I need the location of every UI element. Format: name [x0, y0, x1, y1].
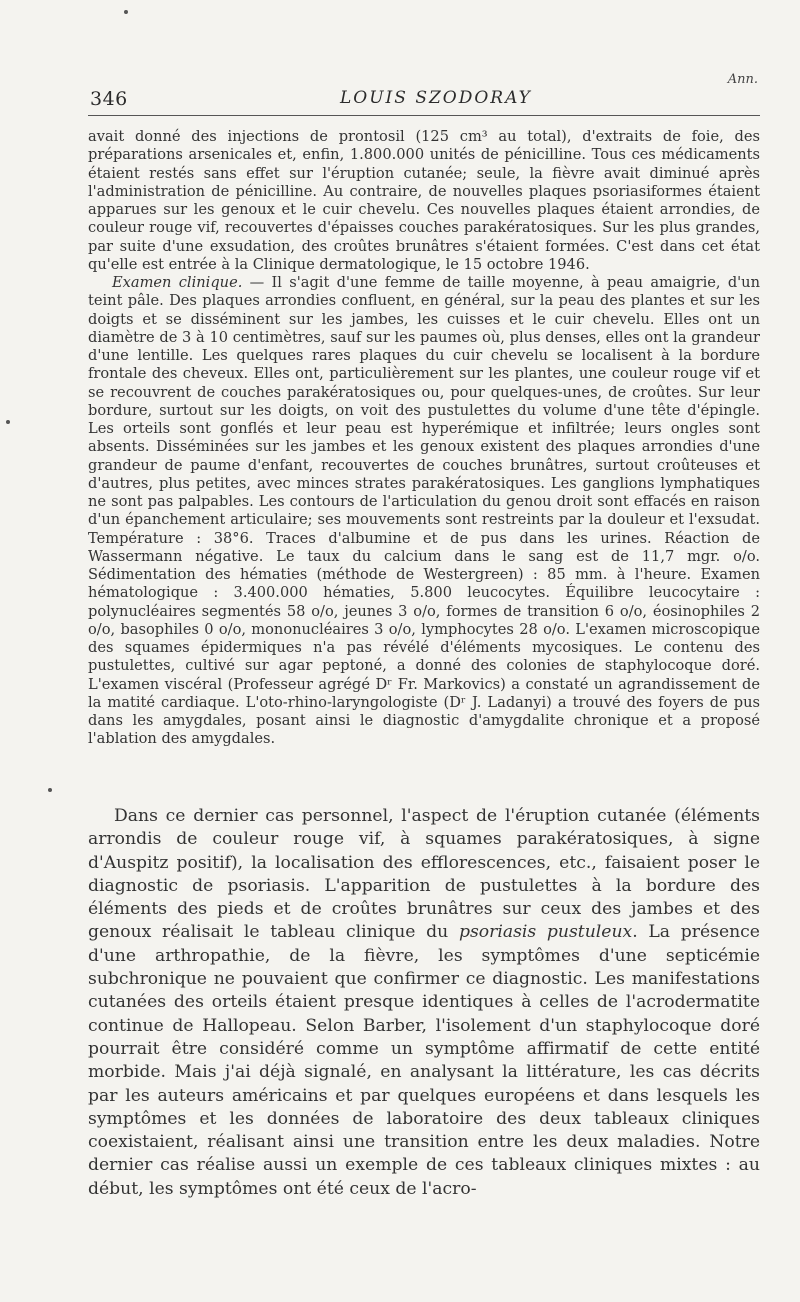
margin-mark [124, 10, 128, 14]
paragraph [88, 805, 760, 1201]
italic-term: psoriasis pustuleux [458, 922, 633, 943]
paragraph-text: . La présence d'une arthropathie, de la fièvre, les symptômes d'une septicémie subchronique ne pouvaient que confirmer ce diagnostic. Les manifestations cutanées des orteils étaient presque identiques à celles de l'acrodermatite continue de Hallopeau. Selon Barber, l'isolement d'un staphylocoque doré pourrait être considéré comme un symptôme affirmatif de cette entité morbide. Mais j'ai déjà signalé, en analysant la littérature, les cas décrits par les auteurs américains et par quelques européens et dans lesquels les symptômes et les données de laboratoire des deux tableaux cliniques coexistaient, réalisant ainsi une transition entre les deux maladies. Notre dernier cas réalise aussi un exemple de ces tableaux cliniques mixtes : au début, les symptômes ont été ceux de l'acro- [88, 922, 760, 1199]
margin-mark [48, 788, 52, 792]
running-head [90, 72, 760, 112]
paragraph: avait donné des injections de prontosil (125 cm³ au total), d'extraits de foie, des préparations arsenicales et, enfin, 1.800.000 unités de pénicilline. Tous ces médicaments étaient restés sans effet sur l'éruption cutanée; seule, la fièvre avait diminué après l'administration de pénicilline. Au contraire, de nouvelles plaques psoriasiformes étaient apparues sur les genoux et le cuir chevelu. Ces nouvelles plaques étaient arrondies, de couleur rouge vif, recouvertes d'épaisses couches parakératosiques. Sur les plus grandes, par suite d'une exsudation, des croûtes brunâtres s'étaient formées. C'est dans cet état qu'elle est entrée à la Clinique dermatologique, le 15 octobre 1946. [88, 128, 760, 273]
discussion-section [88, 805, 760, 1201]
running-title: LOUIS SZODORAY [340, 88, 532, 108]
paragraph [88, 274, 760, 749]
case-report-section [88, 128, 760, 749]
paragraph-text: — Il s'agit d'une femme de taille moyenne, à peau amaigrie, d'un teint pâle. Des plaques arrondies confluent, en général, sur la peau des plantes et sur les doigts et se disséminent sur les jambes, les cuisses et le cuir chevelu. Elles ont un diamètre de 3 à 10 centimètres, sauf sur les paumes où, plus denses, elles ont la grandeur d'une lentille. Les quelques rares plaques du cuir chevelu se localisent à la bordure frontale des cheveux. Elles ont, particulièrement sur les plantes, une couleur rouge vif et se recouvrent de couches parakératosiques ou, pour quelques-unes, de croûtes. Sur leur bordure, surtout sur les doigts, on voit des pustulettes du volume d'une tête d'épingle. Les orteils sont gonflés et leur peau est hyperémique et infiltrée; leurs ongles sont absents. Disséminées sur les jambes et les genoux existent des plaques arrondies d'une grandeur de paume d'enfant, recouvertes de couches brunâtres, surtout croûteuses et d'autres, plus petites, avec minces strates parakératosiques. Les ganglions lymphatiques ne sont pas palpables. Les contours de l'articulation du genou droit sont effacés en raison d'un épanchement articulaire; ses mouvements sont restreints par la douleur et l'exsudat. Température : 38°6. Traces d'albumine et de pus dans les urines. Réaction de Wassermann négative. Le taux du calcium dans le sang est de 11,7 mgr. o/o. Sédimentation des hématies (méthode de Westergreen) : 85 mm. à l'heure. Examen hématologique : 3.400.000 hématies, 5.800 leucocytes. Équilibre leucocytaire : polynucléaires segmentés 58 o/o, jeunes 3 o/o, formes de transition 6 o/o, éosinophiles 2 o/o, basophiles 0 o/o, mononucléaires 3 o/o, lymphocytes 28 o/o. L'examen microscopique des squames épidermiques n'a pas révélé d'éléments mycosiques. Le contenu des pustulettes, cultivé sur agar peptoné, a donné des colonies de staphylocoque doré. L'examen viscéral (Professeur agrégé Dʳ Fr. Markovics) a constaté un agrandissement de la matité cardiaque. L'oto-rhino-laryngologiste (Dʳ J. Ladanyi) a trouvé des foyers de pus dans les amygdales, posant ainsi le diagnostic d'amygdalite chronique et a proposé l'ablation des amygdales. [88, 274, 760, 748]
paragraph-text: Dans ce dernier cas personnel, l'aspect de l'éruption cutanée (éléments arrondis de couleur rouge vif, à squames parakératosiques, à signe d'Auspitz positif), la localisation des efflorescences, etc., faisaient poser le diagnostic de psoriasis. L'apparition de pustulettes à la bordure des éléments des pieds et de croûtes brunâtres sur ceux des jambes et des genoux réalisait le tableau clinique du [88, 806, 760, 943]
header-rule [88, 115, 760, 116]
page-number: 346 [90, 88, 128, 110]
section-label: Examen clinique. [112, 274, 243, 291]
journal-abbreviation: Ann. [727, 72, 758, 87]
margin-mark [6, 420, 10, 424]
